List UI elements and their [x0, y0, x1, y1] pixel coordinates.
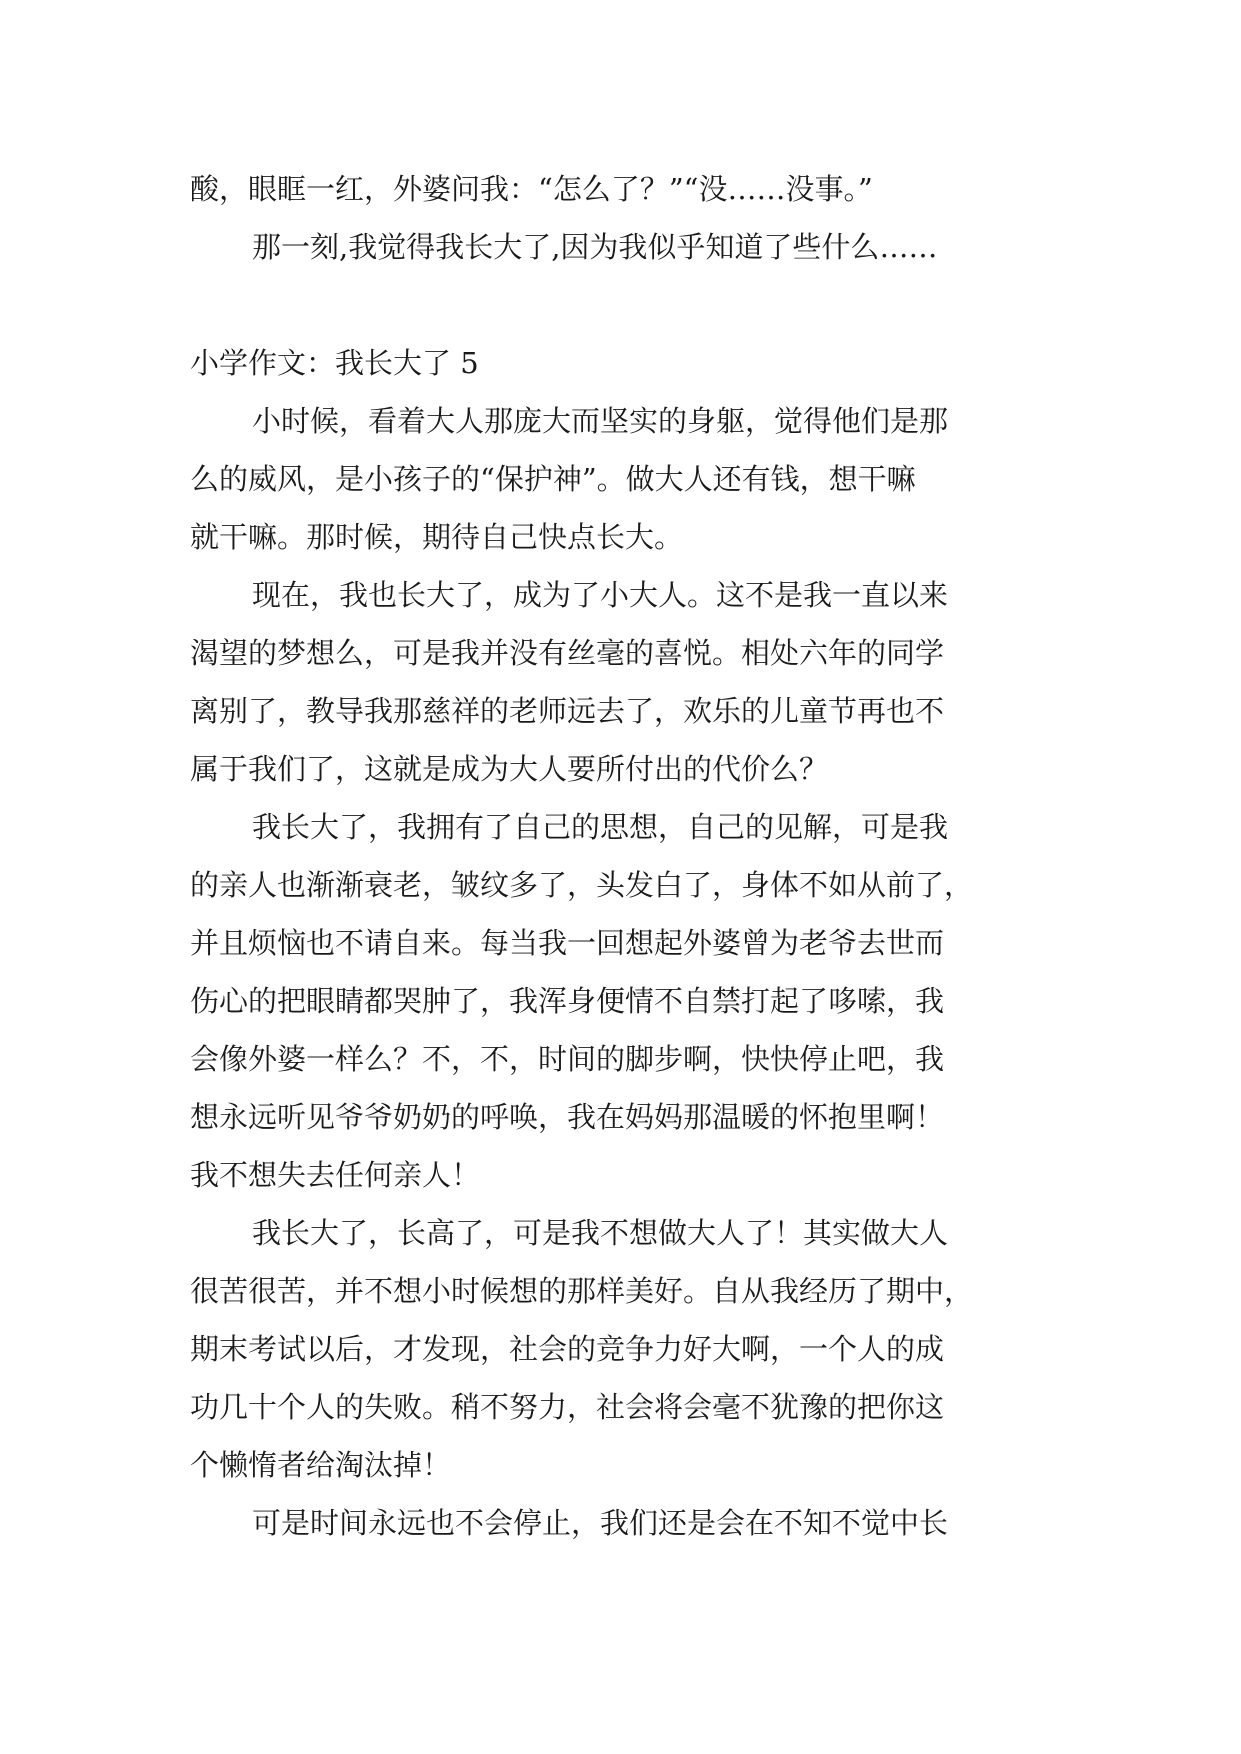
text-line: 期末考试以后，才发现，社会的竞争力好大啊，一个人的成 — [190, 1332, 945, 1366]
text-line: 渴望的梦想么，可是我并没有丝毫的喜悦。相处六年的同学 — [190, 636, 945, 670]
text-line: 伤心的把眼睛都哭肿了，我浑身便情不自禁打起了哆嗦，我 — [190, 984, 945, 1018]
text-line: 我长大了，我拥有了自己的思想，自己的见解，可是我 — [252, 810, 949, 844]
text-line: 想永远听见爷爷奶奶的呼唤，我在妈妈那温暖的怀抱里啊！ — [190, 1100, 945, 1134]
text-line: 我长大了，长高了，可是我不想做大人了！其实做大人 — [252, 1216, 949, 1250]
text-line: 很苦很苦，并不想小时候想的那样美好。自从我经历了期中， — [190, 1274, 974, 1308]
text-line: 并且烦恼也不请自来。每当我一回想起外婆曾为老爷去世而 — [190, 926, 945, 960]
text-line: 么的威风，是小孩子的“保护神”。做大人还有钱，想干嘛 — [190, 462, 916, 496]
text-line: 现在，我也长大了，成为了小大人。这不是我一直以来 — [252, 578, 949, 612]
text-line: 小时候，看着大人那庞大而坚实的身躯，觉得他们是那 — [252, 404, 949, 438]
document-body — [190, 160, 1050, 1552]
text-line: 个懒惰者给淘汰掉！ — [190, 1448, 452, 1482]
text-line: 那一刻,我觉得我长大了,因为我似乎知道了些什么…… — [252, 230, 938, 264]
text-line: 会像外婆一样么？不，不，时间的脚步啊，快快停止吧，我 — [190, 1042, 945, 1076]
text-line: 酸，眼眶一红，外婆问我：“怎么了？”“没……没事。” — [190, 172, 873, 206]
text-line: 离别了，教导我那慈祥的老师远去了，欢乐的儿童节再也不 — [190, 694, 945, 728]
text-line: 的亲人也渐渐衰老，皱纹多了，头发白了，身体不如从前了， — [190, 868, 974, 902]
text-line: 属于我们了，这就是成为大人要所付出的代价么？ — [190, 752, 829, 786]
text-line: 功几十个人的失败。稍不努力，社会将会毫不犹豫的把你这 — [190, 1390, 945, 1424]
text-line: 就干嘛。那时候，期待自己快点长大。 — [190, 520, 684, 554]
text-line: 我不想失去任何亲人！ — [190, 1158, 481, 1192]
section-spacer — [190, 276, 1050, 334]
text-line: 可是时间永远也不会停止，我们还是会在不知不觉中长 — [252, 1506, 949, 1540]
section-title: 小学作文：我长大了 5 — [190, 346, 479, 380]
